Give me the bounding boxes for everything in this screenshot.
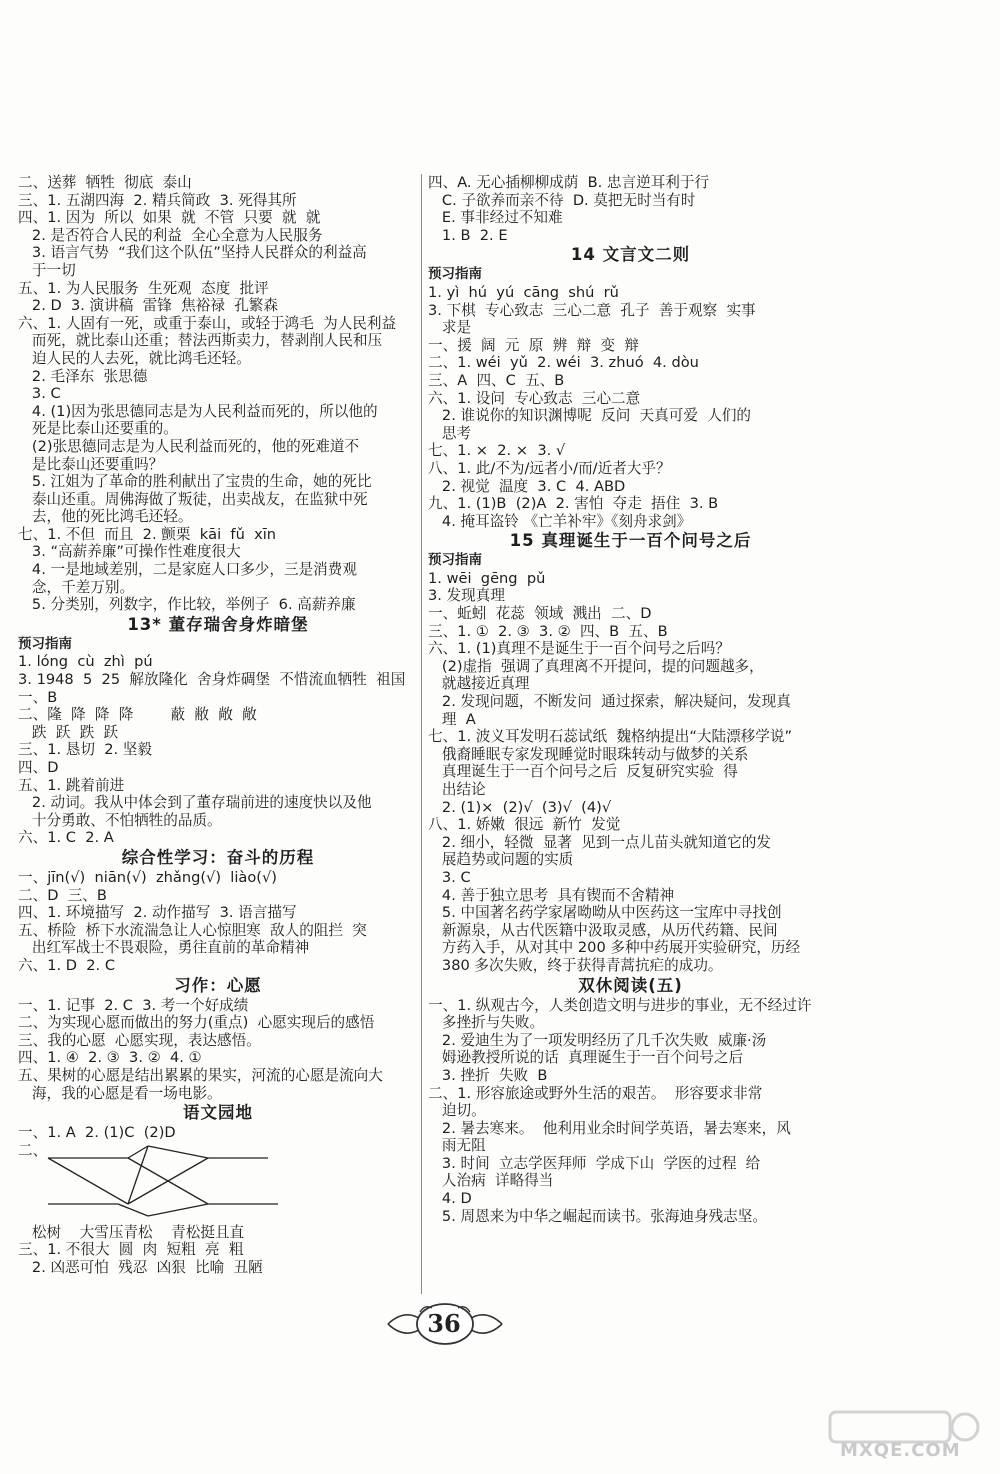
section-heading: 语文园地 [183, 1103, 253, 1123]
answer-line: 海，我的心愿是看一场电影。 [18, 1084, 222, 1102]
answer-line: 二、送葬 牺牲 彻底 泰山 [18, 174, 192, 191]
answer-line: 多挫折与失败。 [428, 1014, 545, 1032]
answer-line: 一、1. 记事 2. C 3. 考一个好成绩 [18, 996, 249, 1014]
page-number: 36 [427, 1309, 461, 1338]
answer-line: 六、1. D 2. C [18, 956, 116, 974]
answer-line: 姆逊教授所说的话 真理诞生于一百个问号之后 [428, 1049, 744, 1067]
section-heading: 14 文言文二则 [570, 245, 691, 265]
answer-line: 四、A. 无心插柳柳成荫 B. 忠言逆耳利于行 [428, 174, 710, 191]
answer-line: 六、1. (1)真理不是诞生于一百个问号之后吗？ [428, 640, 730, 658]
matching-diagram-label: 二、 [18, 1141, 48, 1159]
answer-line: 2. 视觉 温度 3. C 4. ABD [428, 477, 626, 495]
answer-line: 一、援 阔 元 原 辨 辩 变 辩 [428, 336, 639, 354]
answer-line: 一、1. 纵观古今，人类创造文明与进步的事业，无不经过许 [428, 996, 812, 1014]
answer-line: 二、1. wéi yǔ 2. wéi 3. zhuó 4. dòu [428, 354, 699, 372]
answer-line: 三、我的心愿 心愿实现，表达感悟。 [18, 1031, 261, 1049]
answer-line: 俄裔睡眠专家发现睡觉时眼珠转动与做梦的关系 [428, 745, 749, 763]
answer-line: 2. 暑去寒来。 他利用业余时间学英语，暑去寒来，风 [428, 1119, 791, 1137]
answer-line: 3. C [18, 385, 61, 403]
answer-line: 出结论 [428, 781, 486, 798]
answer-line: 是比泰山还要重吗？ [18, 455, 164, 473]
answer-line: 七、1. 不但 而且 2. 颤栗 kāi fǔ xīn [18, 525, 277, 543]
matching-lines-diagram [18, 1142, 298, 1224]
answer-line: 三、1. 不很大 圆 肉 短粗 亮 粗 [18, 1241, 244, 1259]
answer-line: 5. 周恩来为中华之崛起而读书。张海迪身残志坚。 [428, 1207, 767, 1225]
answer-line: 思考 [428, 424, 472, 442]
matching-line [48, 1158, 128, 1204]
answer-line: 于一切 [18, 261, 76, 279]
answer-line: 3. “高薪养廉”可操作性难度很大 [18, 543, 241, 561]
answer-line: 4. 掩耳盗铃 《亡羊补牢》《刻舟求剑》 [428, 512, 692, 530]
answer-line: 四、1. 环境描写 2. 动作描写 3. 语言描写 [18, 904, 297, 922]
answer-line: 5. 中国著名药学家屠呦呦从中医药这一宝库中寻找创 [428, 904, 782, 922]
matching-line [148, 1204, 208, 1216]
answer-line: 六、1. C 2. A [18, 829, 114, 847]
answer-line: 3. 发现真理 [428, 587, 505, 605]
answer-line: 而死，就比泰山还重；替法西斯卖力，替剥削人民和压 [18, 332, 383, 350]
column-divider [421, 174, 422, 1294]
answer-line: 2. 细小，轻微 显著 见到一点儿苗头就知道它的发 [428, 833, 771, 851]
answer-line: 六、1. 人固有一死，或重于泰山，或轻于鸿毛 为人民利益 [18, 314, 397, 332]
answer-line: 四、1. ④ 2. ③ 3. ② 4. ① [18, 1049, 202, 1067]
section-heading: 双休阅读(五) [578, 975, 683, 995]
answer-line: 一、1. A 2. (1)C (2)D [18, 1124, 176, 1142]
answer-line: 3. 1948 5 25 解放隆化 舍身炸碉堡 不惜流血牺牲 祖国 [18, 671, 406, 689]
watermark [800, 1410, 1000, 1470]
answer-line: 二、1. 形容旅途或野外生活的艰苦。 形容要求非常 [428, 1084, 763, 1102]
answer-line: 迫人民的人去死，就比鸿毛还轻。 [18, 349, 251, 367]
answer-line: 3. 语言气势 “我们这个队伍”坚持人民群众的利益高 [18, 244, 367, 262]
answer-line: 跌 跃 跌 跃 [18, 723, 119, 741]
answer-line: 五、1. 跳着前进 [18, 776, 125, 794]
answer-line: 3. C [428, 868, 471, 886]
answer-line: E. 事非经过不知难 [428, 209, 563, 227]
section-heading: 15 真理诞生于一百个问号之后 [509, 531, 752, 551]
answer-line: 二、为实现心愿而做出的努力(重点) 心愿实现后的感悟 [18, 1014, 375, 1032]
answer-line: 2. 发现问题，不断发问 通过探索，解决疑问，发现真 [428, 693, 791, 711]
section-heading: 习作：心愿 [174, 975, 262, 995]
answer-line: 2. D 3. 演讲稿 雷锋 焦裕禄 孔繁森 [18, 297, 278, 315]
answer-line: 1. yì hú yú cāng shú rǔ [428, 283, 619, 301]
answer-line: 人治病 详略得当 [428, 1172, 554, 1190]
answer-line: 三、1. ① 2. ③ 3. ② 四、B 五、B [428, 622, 668, 640]
answer-line: 2. 谁说你的知识渊博呢 反问 天真可爱 人们的 [428, 407, 752, 425]
answer-line: 380 多次失败，终于获得青蒿抗疟的成功。 [428, 956, 723, 974]
answer-line: 1. lóng cù zhì pú [18, 653, 153, 671]
answer-line: 展趋势或问题的实质 [428, 851, 574, 869]
answer-line: 五、1. 为人民服务 生死观 态度 批评 [18, 279, 269, 297]
answer-line: 1. B 2. E [428, 226, 508, 244]
answer-line: 理 A [428, 710, 476, 728]
answer-line: 四、1. 因为 所以 如果 就 不管 只要 就 就 [18, 209, 321, 227]
answer-line: 出红军战士不畏艰险，勇往直前的革命精神 [18, 939, 310, 957]
right-column [428, 174, 833, 1225]
answer-line: 九、1. (1)B (2)A 2. 害怕 夺走 捂住 3. B [428, 495, 719, 513]
page-number-badge [380, 1300, 510, 1348]
answer-line: 七、1. × 2. × 3. √ [428, 442, 566, 460]
answer-line: 2. (1)× (2)√ (3)√ (4)√ [428, 798, 612, 816]
answer-line: 方药入手，从对其中 200 多种中药展开实验研究，历经 [428, 939, 801, 957]
subsection-label: 预习指南 [18, 635, 72, 652]
matching-line [148, 1146, 208, 1158]
answer-line: 1. wēi gēng pǔ [428, 569, 546, 587]
answer-line: 2. 动词。我从中体会到了董存瑞前进的速度快以及他 [18, 794, 372, 812]
answer-line: 雨无阻 [428, 1137, 486, 1155]
answer-line: 七、1. 波义耳发明石蕊试纸 魏格纳提出“大陆漂移学说” [428, 728, 793, 746]
answer-line: 八、1. 娇嫩 很远 新竹 发觉 [428, 816, 621, 834]
watermark-text: MXQE.COM [840, 1440, 961, 1461]
answer-line: 3. 时间 立志学医拜师 学成下山 学医的过程 给 [428, 1154, 761, 1172]
subsection-label: 预习指南 [428, 552, 482, 569]
answer-line: 5. 分类别，列数字，作比较，举例子 6. 高薪养廉 [18, 596, 356, 614]
answer-line: C. 子欲养而亲不待 D. 莫把无时当有时 [428, 191, 696, 209]
answer-line: 一、B [18, 688, 58, 706]
answer-line: 新源泉，从古代医籍中汲取灵感，从历代药籍、民间 [428, 921, 778, 939]
section-heading: 综合性学习：奋斗的历程 [121, 847, 315, 867]
subsection-label: 预习指南 [428, 266, 482, 283]
answer-line: 2. 是否符合人民的利益 全心全意为人民服务 [18, 226, 323, 244]
answer-line: 2. 凶恶可怕 残忍 凶狠 比喻 丑陋 [18, 1258, 263, 1276]
answer-line: 2. 爱迪生为了一项发明经历了几千次失败 威廉·汤 [428, 1031, 767, 1049]
answer-line: 就越接近真理 [428, 675, 530, 693]
answer-line: 念，千差万别。 [18, 578, 135, 596]
answer-line: 5. 江姐为了革命的胜利献出了宝贵的生命，她的死比 [18, 473, 372, 491]
answer-line: 四、D [18, 759, 59, 776]
answer-line: 松树 大雪压青松 青松挺且直 [18, 1223, 245, 1241]
answer-line: 六、1. 设问 专心致志 三心二意 [428, 389, 641, 407]
answer-line: 三、1. 五湖四海 2. 精兵简政 3. 死得其所 [18, 191, 297, 209]
matching-line [118, 1204, 148, 1216]
answer-line: 泰山还重。周佛海做了叛徒，出卖战友，在监狱中死 [18, 490, 368, 508]
matching-line [128, 1146, 148, 1204]
answer-line: 十分勇敢、不怕牺牲的品质。 [18, 811, 222, 829]
answer-line: 3. 下棋 专心致志 三心二意 孔子 善于观察 实事 [428, 301, 756, 319]
answer-line: 八、1. 此/不为/远者小/而/近者大乎？ [428, 459, 671, 477]
answer-line: 4. 善于独立思考 具有锲而不舍精神 [428, 886, 675, 904]
matching-diagram [18, 1142, 418, 1224]
answer-line: 4. D [428, 1190, 472, 1208]
answer-line: 死是比泰山还要重的。 [18, 420, 178, 438]
answer-line: 迫切。 [428, 1102, 486, 1120]
answer-line: 一、jīn(√) niān(√) zhǎng(√) liào(√) [18, 868, 277, 886]
answer-line: 三、1. 恳切 2. 坚毅 [18, 741, 152, 759]
section-heading: 13* 董存瑞舍身炸暗堡 [127, 614, 309, 634]
answer-line: (2)虚指 强调了真理离不开提问，提的问题越多， [428, 657, 764, 675]
answer-line: (2)张思德同志是为人民利益而死的，他的死难道不 [18, 437, 360, 455]
answer-line: 2. 毛泽东 张思德 [18, 367, 148, 385]
answer-line: 4. (1)因为张思德同志是为人民利益而死的，所以他的 [18, 402, 378, 420]
answer-line: 求是 [428, 319, 472, 337]
answer-line: 三、A 四、C 五、B [428, 371, 565, 389]
answer-line: 3. 挫折 失败 B [428, 1066, 548, 1084]
answer-line: 一、蚯蚓 花蕊 领域 溅出 二、D [428, 605, 652, 623]
answer-line: 真理诞生于一百个问号之后 反复研究实验 得 [428, 763, 738, 781]
answer-line: 二、D 三、B [18, 886, 107, 904]
answer-line: 五、桥险 桥下水流湍急让人心惊胆寒 敌人的阻拦 突 [18, 921, 367, 939]
answer-line: 4. 一是地域差别，二是家庭人口多少，三是消费观 [18, 561, 357, 579]
answer-line: 五、果树的心愿是结出累累的果实，河流的心愿是流向大 [18, 1066, 383, 1084]
answer-line: 二、隆 降 降 降 蔽 敝 敞 敞 [18, 706, 257, 724]
answer-line: 去，他的死比鸿毛还轻。 [18, 508, 193, 526]
left-column [18, 174, 418, 1276]
